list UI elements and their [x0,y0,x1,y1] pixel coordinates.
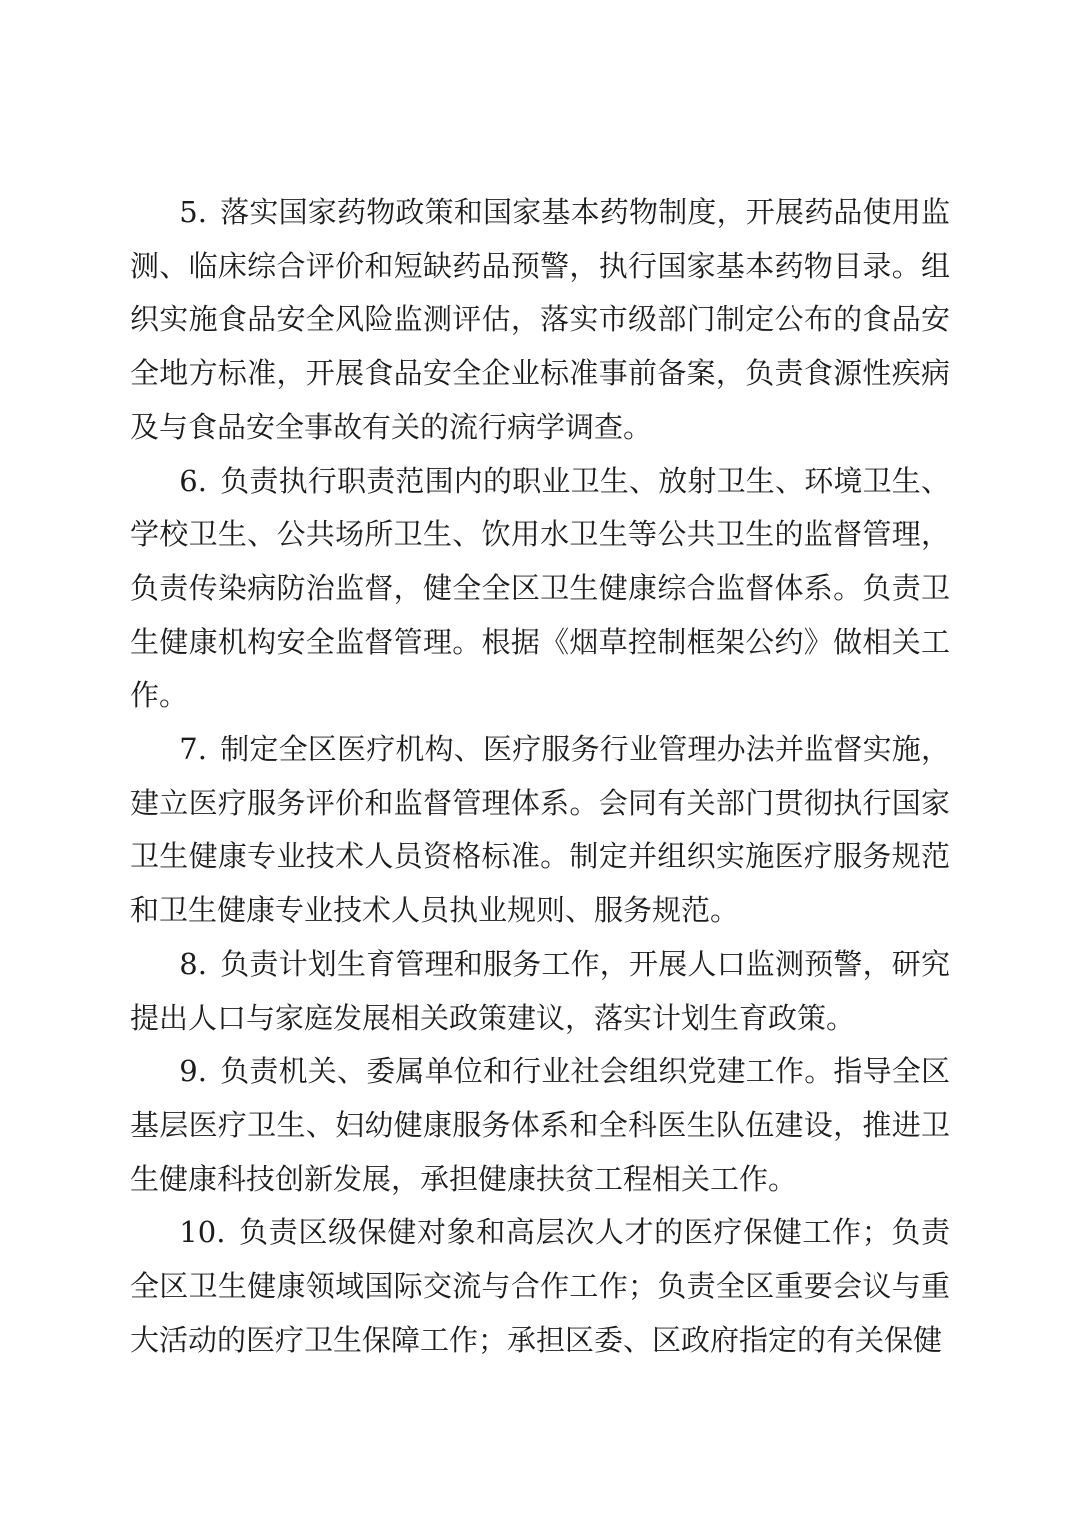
paragraph-7 [130,723,950,938]
paragraph-6-number: 6. [179,463,207,498]
paragraph-8-number: 8. [179,946,207,981]
paragraph-10 [130,1206,950,1367]
paragraph-8 [130,938,950,1045]
paragraph-7-text: 制定全区医疗机构、医疗服务行业管理办法并监督实施，建立医疗服务评价和监督管理体系。会同有关部门贯彻执行国家卫生健康专业技术人员资格标准。制定并组织实施医疗服务规范和卫生健康专业技术人员执业规则、服务规范。 [130,732,950,928]
paragraph-10-number: 10. [179,1215,226,1250]
paragraph-8-text: 负责计划生育管理和服务工作，开展人口监测预警，研究提出人口与家庭发展相关政策建议，落实计划生育政策。 [130,946,950,1035]
paragraph-5-text: 落实国家药物政策和国家基本药物制度，开展药品使用监测、临床综合评价和短缺药品预警，执行国家基本药物目录。组织实施食品安全风险监测评估，落实市级部门制定公布的食品安全地方标准，开展食品安全企业标准事前备案，负责食源性疾病及与食品安全事故有关的流行病学调查。 [130,195,950,444]
paragraph-9 [130,1045,950,1206]
paragraph-5 [130,186,950,455]
paragraph-5-number: 5. [179,195,207,229]
paragraph-6-text: 负责执行职责范围内的职业卫生、放射卫生、环境卫生、学校卫生、公共场所卫生、饮用水卫生等公共卫生的监督管理，负责传染病防治监督，健全全区卫生健康综合监督体系。负责卫生健康机构安全监督管理。根据《烟草控制框架公约》做相关工作。 [130,463,950,713]
paragraph-9-number: 9. [179,1054,207,1089]
document-body [130,186,950,1367]
paragraph-9-text: 负责机关、委属单位和行业社会组织党建工作。指导全区基层医疗卫生、妇幼健康服务体系和全科医生队伍建设，推进卫生健康科技创新发展，承担健康扶贫工程相关工作。 [130,1054,950,1196]
paragraph-10-text: 负责区级保健对象和高层次人才的医疗保健工作；负责全区卫生健康领域国际交流与合作工作；负责全区重要会议与重大活动的医疗卫生保障工作；承担区委、区政府指定的有关保健 [130,1215,950,1357]
paragraph-6 [130,455,950,724]
paragraph-7-number: 7. [179,732,207,767]
